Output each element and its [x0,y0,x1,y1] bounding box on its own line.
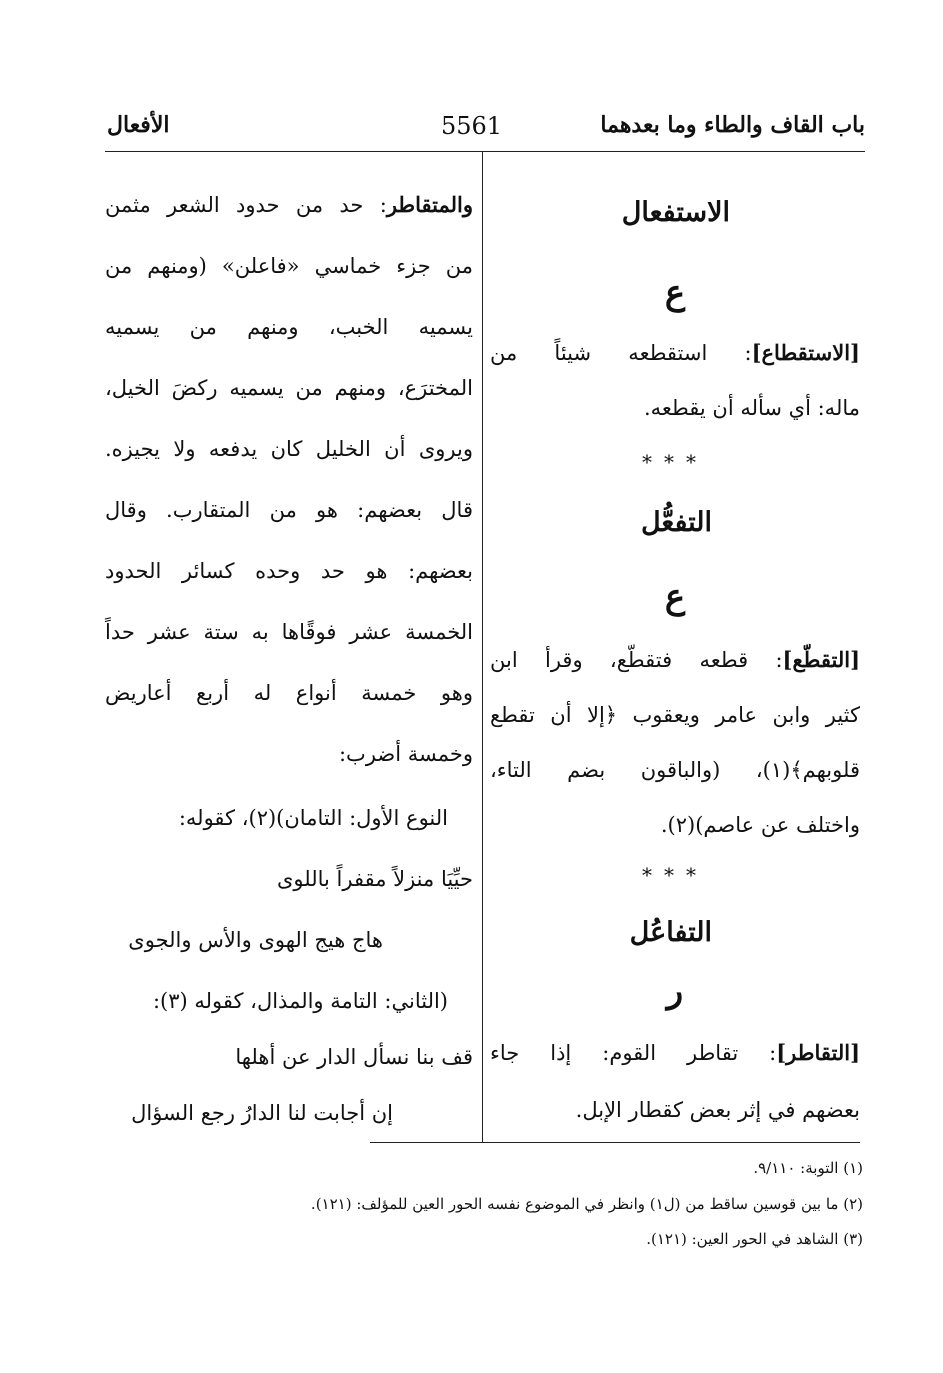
entry-text: : تقاطر القوم: إذا جاء [490,1041,777,1065]
footnote-2: (٢) ما بين قوسين ساقط من (ل١) وانظر في الموضوع نفسه الحور العين للمؤلف: (١٢١). [310,1195,863,1213]
entry-line: قال بعضهم: هو من المتقارب. وقال [105,498,473,522]
entry-line: بعضهم: هو حد وحده كسائر الحدود [105,559,473,583]
entry-line: المخترَع، ومنهم من يسميه ركضَ الخيل، [105,376,473,400]
entry-line: من جزء خماسي «فاعلن» (ومنهم من [105,254,473,278]
root-letter-ain: ع [664,577,686,617]
entry-line: قلوبهم﴾(١)، (والباقون بضم التاء، [490,758,860,782]
entry-line: كثير وابن عامر ويعقوب ﴿إلا أن تقطع [490,703,860,727]
entry-mutaqatir [105,190,473,220]
entry-line: واختلف عن عاصم)(٢). [660,813,860,837]
entry-taqattu [490,645,860,675]
verse-line: إن أجابت لنا الدارُ رجع السؤال [131,1101,393,1125]
entry-line: النوع الأول: التامان)(٢)، كقوله: [178,806,448,830]
verse-line: حيِّيَا منزلاً مقفراً باللوى [276,867,473,891]
root-letter-ain: ع [664,273,686,313]
footnote-1: (١) التوبة: ٩/١١٠. [753,1159,863,1177]
entry-text: : قطعه فتقطّع، وقرأ ابن [490,648,783,672]
entry-line: (الثاني: التامة والمذال، كقوله (٣): [152,989,448,1013]
verse-line: هاج هيج الهوى والأس والجوى [128,928,383,952]
footnote-rule [370,1142,860,1143]
entry-line: يسميه الخبب، ومنهم من يسميه [105,315,473,339]
entry-line: ماله: أي سأله أن يقطعه. [643,396,860,420]
root-letter-ra: ر [666,971,684,1011]
entry-line: الخمسة عشر فوقًاها به ستة عشر حداً [105,620,473,644]
entry-line: ويروى أن الخليل كان يدفعه ولا يجيزه. [105,437,473,461]
section-heading-tafaaul: التفاعُل [629,917,712,948]
entry-line: وخمسة أضرب: [338,742,473,766]
entry-term: [التقاطر] [776,1040,860,1065]
footnote-3: (٣) الشاهد في الحور العين: (١٢١). [646,1230,863,1248]
entry-line: وهو خمسة أنواع له أربع أعاريض [105,681,473,705]
entry-text: : حد من حدود الشعر مثمن [105,193,387,217]
entry-text: : استقطعه شيئاً من [490,341,752,365]
section-separator: *** [642,863,708,887]
page-number: 5561 [440,112,503,140]
header-rule [105,151,865,152]
running-header-section: الأفعال [107,112,170,138]
entry-line: بعضهم في إثر بعض كقطار الإبل. [575,1098,860,1122]
verse-line: قف بنا نسأل الدار عن أهلها [235,1045,473,1069]
entry-taqatur [490,1038,860,1068]
entry-term: والمتقاطر [386,192,473,217]
section-separator: *** [642,450,708,474]
left-column [105,190,473,1130]
section-heading-tafaul: التفعُّل [640,507,712,538]
running-header-chapter: باب القاف والطاء وما بعدهما [600,112,865,138]
right-column [490,190,860,1130]
entry-term: [التقطّع] [782,647,860,672]
section-heading-istifaal: الاستفعال [621,197,730,228]
entry-term: [الاستقطاع] [751,340,860,365]
entry-istiqtaa [490,338,860,368]
column-divider [482,152,483,1142]
